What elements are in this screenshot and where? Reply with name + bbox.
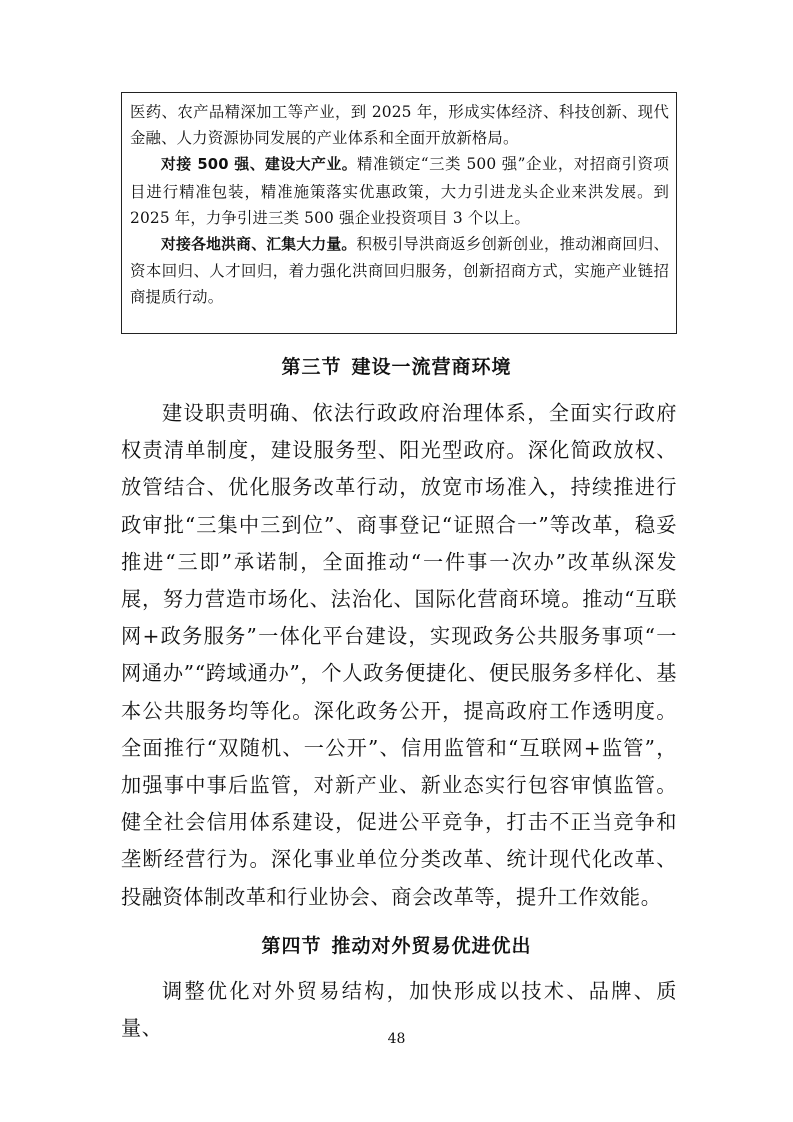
section-4-heading <box>0 931 793 958</box>
highlight-box <box>121 92 677 334</box>
section-3-heading <box>0 352 793 379</box>
box-paragraph-500-strong <box>130 151 669 231</box>
section-number: 第四节 <box>261 935 322 957</box>
box-paragraph-heading: 对接各地洪商、汇集大力量。 <box>161 236 357 254</box>
box-paragraph-hong-merchants <box>130 231 669 311</box>
section-title: 建设一流营商环境 <box>351 356 512 378</box>
section-title: 推动对外贸易优进优出 <box>331 935 532 957</box>
box-paragraph-text: 积极引导洪商返乡创新创业，推动湘商回归、资本回归、人才回归，着力强化洪商回归服务，创新招商方式，实施产业链招商提质行动。 <box>130 235 669 307</box>
box-paragraph-text: 医药、农产品精深加工等产业，到 2025 年，形成实体经济、科技创新、现代金融、人力资源协同发展的产业体系和全面开放新格局。 <box>130 103 669 148</box>
section-3-paragraph: 建设职责明确、依法行政政府治理体系，全面实行政府权责清单制度，建设服务型、阳光型政府。深化简政放权、放管结合、优化服务改革行动，放宽市场准入，持续推进行政审批“三集中三到位”、商事登记“证照合一”等改革，稳妥推进“三即”承诺制，全面推动“一件事一次办”改革纵深发展，努力营造市场化、法治化、国际化营商环境。推动“互联网+政务服务”一体化平台建设，实现政务公共服务事项“一网通办”“跨域通办”，个人政务便捷化、便民服务多样化、基本公共服务均等化。深化政务公开，提高政府工作透明度。全面推行“双随机、一公开”、信用监管和“互联网+监管”，加强事中事后监管，对新产业、新业态实行包容审慎监管。健全社会信用体系建设，促进公平竞争，打击不正当竞争和垄断经营行为。深化事业单位分类改革、统计现代化改革、投融资体制改革和行业协会、商会改革等，提升工作效能。 <box>121 401 677 909</box>
box-paragraph-heading: 对接 500 强、建设大产业。 <box>161 156 358 174</box>
section-4-paragraph: 调整优化对外贸易结构，加快形成以技术、品牌、质量、 <box>121 979 677 1041</box>
section-number: 第三节 <box>281 356 342 378</box>
box-paragraph-text: 精准锁定“三类 500 强”企业，对招商引资项目进行精准包装，精准施策落实优惠政策，大力引进龙头企业来洪发展。到 2025 年，力争引进三类 500 强企业投资项目 3 个以上。 <box>130 155 669 227</box>
page-number: 48 <box>387 1031 406 1047</box>
box-paragraph-continuation <box>130 99 669 151</box>
